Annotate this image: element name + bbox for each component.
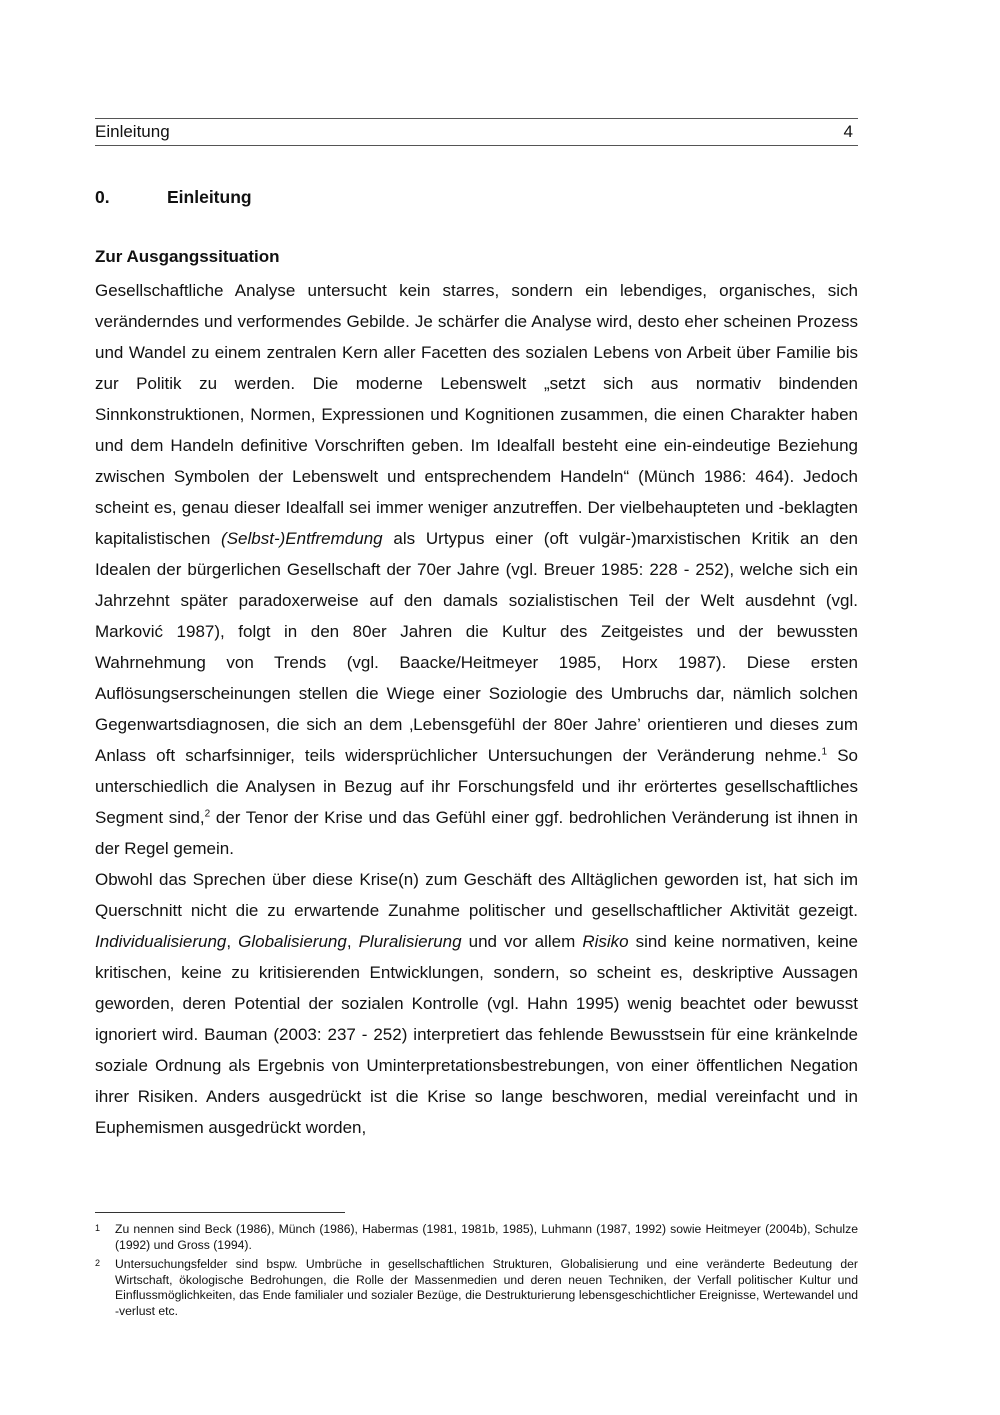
footnotes [95, 1222, 858, 1323]
paragraph-2-text-c: sind keine normativen, keine kritischen, keine zu kritisierenden Entwicklungen, sondern, so scheint es, deskriptive Aussagen geworden, deren Potential der sozialen Kontrolle (vgl. Hahn 1995) wenig beachtet oder bewusst ignoriert wird. Bauman (2003: 237 - 252) interpretiert das fehlende Bewusstsein für eine kränkelnde soziale Ordnung als Ergebnis von Uminterpretationsbestrebungen, von einer öffentlichen Negation ihrer Risiken. Anders ausgedrückt ist die Krise so lange beschworen, medial vereinfacht und in Euphemismen ausgedrückt worden, [95, 932, 859, 1137]
term-individualisierung: Individualisierung [95, 932, 227, 951]
separator: , [346, 932, 359, 951]
paragraph-1-text-b: als Urtypus einer (oft vulgär-)marxistischen Kritik an den Idealen der bürgerlichen Gesellschaft der 70er Jahre (vgl. Breuer 1985: 228 - 252), welche sich ein Jahrzehnt später paradoxerweise auf den damals sozialistischen Teil der Welt ausdehnt (vgl. Marković 1987), folgt in den 80er Jahren die Kultur des Zeitgeistes und der bewussten Wahrnehmung von Trends (vgl. Baacke/Heitmeyer 1985, Horx 1987). Diese ersten Auflösungserscheinungen stellen die Wiege einer Soziologie des Umbruchs dar, nämlich solchen Gegenwartsdiagnosen, die sich an dem ‚Lebensgefühl der 80er Jahre’ orientieren und dieses zum Anlass oft scharfsinniger, teils widersprüchlicher Untersuchungen der Veränderung nehme. [95, 529, 858, 765]
page-number: 4 [843, 122, 853, 141]
footnote-text: Zu nennen sind Beck (1986), Münch (1986), Habermas (1981, 1981b, 1985), Luhmann (1987, 1992) sowie Heitmeyer (2004b), Schulze (1992) und Gross (1994). [115, 1222, 858, 1252]
paragraph-1-text-a: Gesellschaftliche Analyse untersucht kein starres, sondern ein lebendiges, organisches, sich veränderndes und verformendes Gebilde. Je schärfer die Analyse wird, desto eher scheinen Prozess und Wandel zu einem zentralen Kern aller Facetten des sozialen Lebens von Arbeit über Familie bis zur Politik zu werden. Die moderne Lebenswelt „setzt sich aus normativ bindenden Sinnkonstruktionen, Normen, Expressionen und Kognitionen zusammen, die einen Charakter haben und dem Handeln definitive Vorschriften geben. Im Idealfall besteht eine ein-eindeutige Beziehung zwischen Symbolen der Lebenswelt und entsprechendem Handeln“ (Münch 1986: 464). Jedoch scheint es, genau dieser Idealfall sei immer weniger anzutreffen. Der vielbehaupteten und -beklagten kapitalistischen [95, 281, 858, 548]
paragraph-1-emphasis: (Selbst-)Entfremdung [221, 529, 383, 548]
term-globalisierung: Globalisierung [238, 932, 347, 951]
footnote-mark: 1 [95, 1223, 101, 1233]
footnote-ref-1[interactable]: 1 [821, 746, 828, 758]
footnote-2 [95, 1257, 858, 1319]
term-pluralisierung: Pluralisierung [358, 932, 462, 951]
header-title: Einleitung [95, 122, 170, 141]
footnote-text: Untersuchungsfelder sind bspw. Umbrüche in gesellschaftlichen Strukturen, Globalisierung und eine veränderte Bedeutung der Wirtschaft, ökologische Bedrohungen, die Rolle der Massenmedien und deren neuen Techniken, der Verfall politischer Kultur und Einflussmöglichkeiten, das Ende familialer und sozialer Bezüge, die Destrukturierung lebensgeschichtlicher Ereignisse, Wertewandel und -verlust etc. [115, 1257, 858, 1318]
section-heading: Zur Ausgangssituation [95, 247, 280, 266]
paragraph-1-text-d: der Tenor der Krise und das Gefühl einer ggf. bedrohlichen Veränderung ist ihnen in der Regel gemein. [95, 808, 858, 858]
chapter-number: 0. [95, 187, 110, 207]
footnote-separator [95, 1212, 345, 1213]
footnote-ref-2[interactable]: 2 [204, 808, 211, 820]
paragraph-2-text-b: und vor allem [461, 932, 583, 951]
paragraph-2 [95, 864, 858, 1143]
paragraph-2-text-a: Obwohl das Sprechen über diese Krise(n) zum Geschäft des Alltäglichen geworden ist, hat sich im Querschnitt nicht die zu erwartende Zunahme politischer und gesellschaftlicher Aktivität gezeigt. [95, 870, 858, 920]
footnote-mark: 2 [95, 1258, 101, 1268]
chapter-title: Einleitung [167, 187, 252, 207]
chapter-heading [95, 187, 252, 208]
paragraph-1 [95, 275, 858, 864]
paragraph-1-text-c: So unterschiedlich die Analysen in Bezug auf ihr Forschungsfeld und ihr erörtertes gesellschaftliches Segment sind, [95, 746, 858, 827]
term-risiko: Risiko [582, 932, 629, 951]
body-text [95, 275, 858, 1143]
running-header [95, 118, 858, 146]
footnote-1 [95, 1222, 858, 1253]
separator: , [226, 932, 239, 951]
